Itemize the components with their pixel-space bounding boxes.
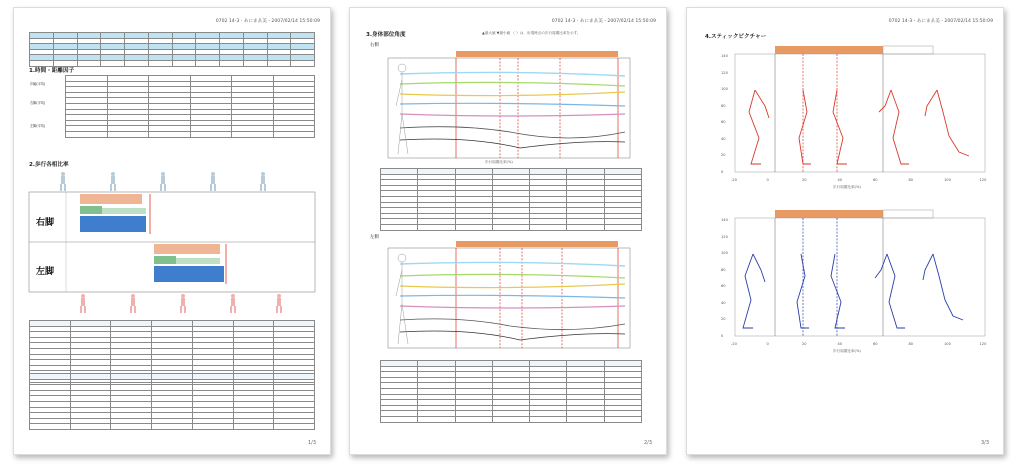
x-axis-label: 歩行周期比率(%) [833,185,861,189]
time-distance-table [29,75,315,138]
y-tick-label: 140 [721,54,728,58]
y-tick-label: 80 [721,103,726,108]
y-tick-label: 20 [721,317,726,321]
x-tick-label: 100 [944,178,951,182]
page-number: 3/3 [980,440,989,446]
legend-note: ▲最大値 ▼最小値 （ ）は、出現時点の歩行周期比率を示す。 [482,31,581,35]
x-tick-label: 80 [908,178,914,182]
x-tick-label: 20 [802,342,807,346]
page-header: 0702 14-3 - あにまゑ美 - 2007/02/14 15:50:09 [215,19,320,24]
right-angle-table [380,168,642,231]
walker-figures [60,172,266,191]
x-tick-label: 120 [979,178,987,182]
gait-phase-diagram [14,168,330,318]
right-leg-label: 右脚 [36,218,55,228]
right-stick-figures [749,90,969,164]
stick-picture-left [687,204,1003,344]
y-tick-label: 120 [721,70,728,75]
right-angle-chart [350,44,666,174]
section-title: 4.スティックピクチャー [705,34,767,40]
row-label: 右脚(平均) [30,101,46,106]
x-axis-label: 歩行周期比率(%) [485,160,513,164]
info-table [29,32,315,67]
page-number: 1/3 [307,440,316,446]
y-tick-label: 60 [721,120,726,124]
bottom-walker-figures [80,294,282,313]
left-angle-chart [350,234,666,359]
y-tick-label: 0 [721,169,724,174]
section-title: 1.時間・距離因子 [29,68,75,74]
x-tick-label: -20 [731,178,737,182]
y-tick-label: 80 [721,267,726,272]
x-tick-label: 60 [873,342,878,346]
page-header: 0702 14-3 - あにまゑ美 - 2007/02/14 15:50:09 [888,19,993,24]
stick-picture-right [687,40,1003,180]
y-tick-label: 0 [721,333,724,338]
y-tick-label: 100 [721,251,728,255]
left-side-label: 左側 [370,235,379,240]
y-tick-label: 100 [721,87,728,91]
x-tick-label: 80 [908,342,914,346]
section-title: 2.歩行各相比率 [29,162,69,168]
page-header: 0702 14-3 - あにまゑ美 - 2007/02/14 15:50:09 [551,19,656,24]
report-page-2 [349,7,667,455]
report-page-3 [686,7,1004,455]
x-tick-label: 40 [837,342,843,346]
page-number: 2/3 [643,440,652,446]
y-tick-label: 40 [721,136,726,141]
section-title: 3.身体部位角度 [366,32,406,38]
y-tick-label: 20 [721,153,726,157]
y-tick-label: 60 [721,284,726,288]
x-tick-label: 60 [873,178,878,182]
y-tick-label: 140 [721,218,728,222]
row-label: 歩幅(平均) [30,81,46,86]
x-tick-label: 0 [766,178,769,182]
x-tick-label: 40 [837,178,843,182]
phase-table-left [29,373,315,430]
left-stick-figures [743,254,963,328]
y-tick-label: 40 [721,300,726,305]
x-tick-label: -20 [731,342,737,346]
x-tick-label: 20 [802,178,807,182]
right-side-label: 右側 [370,43,379,48]
row-label: 左脚(平均) [30,123,46,128]
x-tick-label: 120 [979,342,987,346]
x-tick-label: 100 [944,342,951,346]
y-tick-label: 120 [721,234,728,239]
x-axis-label: 歩行周期比率(%) [833,349,861,353]
x-tick-label: 0 [766,342,769,346]
left-leg-label: 左脚 [36,267,55,277]
report-page-1 [13,7,331,455]
body-figure [396,254,408,344]
body-figure [396,64,408,154]
left-angle-table [380,360,642,423]
